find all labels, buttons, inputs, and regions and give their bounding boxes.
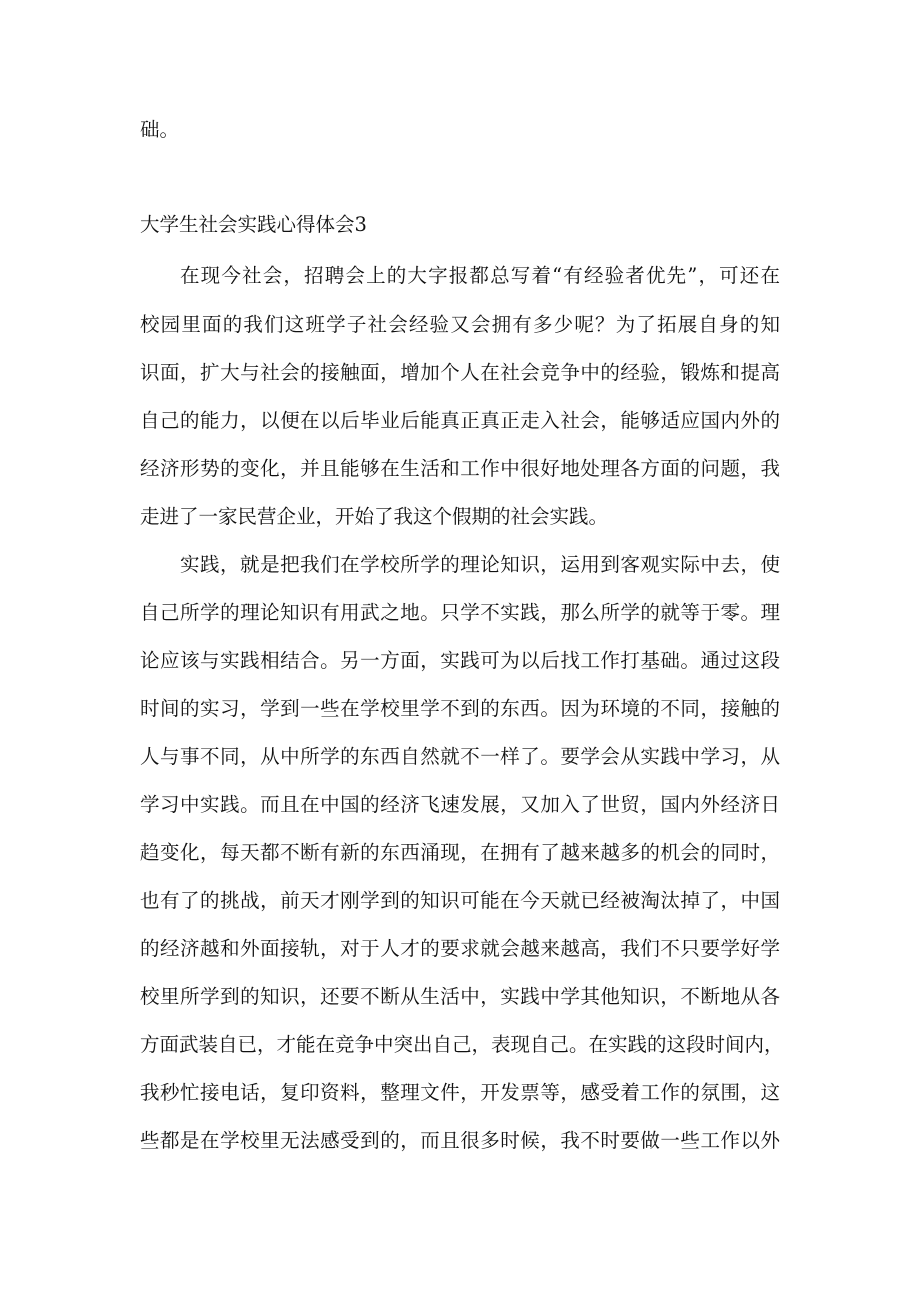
paragraph-line: 些都是在学校里无法感受到的，而且很多时候，我不时要做一些工作以外: [140, 1129, 780, 1152]
paragraph-line: 也有了的挑战，前天才刚学到的知识可能在今天就已经被淘汰掉了，中国: [140, 889, 780, 912]
paragraph-line: 校园里面的我们这班学子社会经验又会拥有多少呢？为了拓展自身的知: [140, 313, 780, 336]
paragraph-line: 在现今社会，招聘会上的大字报都总写着“有经验者优先”，可还在: [180, 264, 780, 287]
paragraph-line: 自己的能力，以便在以后毕业后能真正真正走入社会，能够适应国内外的: [140, 409, 780, 432]
paragraph-line: 方面武装自已，才能在竞争中突出自己，表现自己。在实践的这段时间内，: [140, 1033, 784, 1056]
paragraph-line: 校里所学到的知识，还要不断从生活中，实践中学其他知识，不断地从各: [140, 985, 780, 1008]
paragraph-line: 人与事不同，从中所学的东西自然就不一样了。要学会从实践中学习，从: [140, 745, 780, 768]
paragraph-line: 走进了一家民营企业，开始了我这个假期的社会实践。: [140, 505, 609, 528]
paragraph-line: 趋变化，每天都不断有新的东西涌现，在拥有了越来越多的机会的同时，: [140, 841, 780, 864]
paragraph-line: 学习中实践。而且在中国的经济飞速发展，又加入了世贸，国内外经济日: [140, 793, 780, 816]
paragraph-line: 自己所学的理论知识有用武之地。只学不实践，那么所学的就等于零。理: [140, 601, 780, 624]
paragraph-line: 时间的实习，学到一些在学校里学不到的东西。因为环境的不同，接触的: [140, 697, 780, 720]
paragraph-line: 的经济越和外面接轨，对于人才的要求就会越来越高，我们不只要学好学: [140, 937, 780, 960]
paragraph-line: 实践，就是把我们在学校所学的理论知识，运用到客观实际中去，使: [180, 553, 780, 576]
paragraph-line: 经济形势的变化，并且能够在生活和工作中很好地处理各方面的问题，我: [140, 457, 780, 480]
paragraph-line: 识面，扩大与社会的接触面，增加个人在社会竞争中的经验，锻炼和提高: [140, 361, 780, 384]
carryover-text: 础。: [140, 118, 180, 141]
section-heading: 大学生社会实践心得体会3: [140, 213, 367, 236]
paragraph-line: 我秒忙接电话，复印资料，整理文件，开发票等，感受着工作的氛围，这: [140, 1081, 780, 1104]
paragraph-line: 论应该与实践相结合。另一方面，实践可为以后找工作打基础。通过这段: [140, 649, 780, 672]
